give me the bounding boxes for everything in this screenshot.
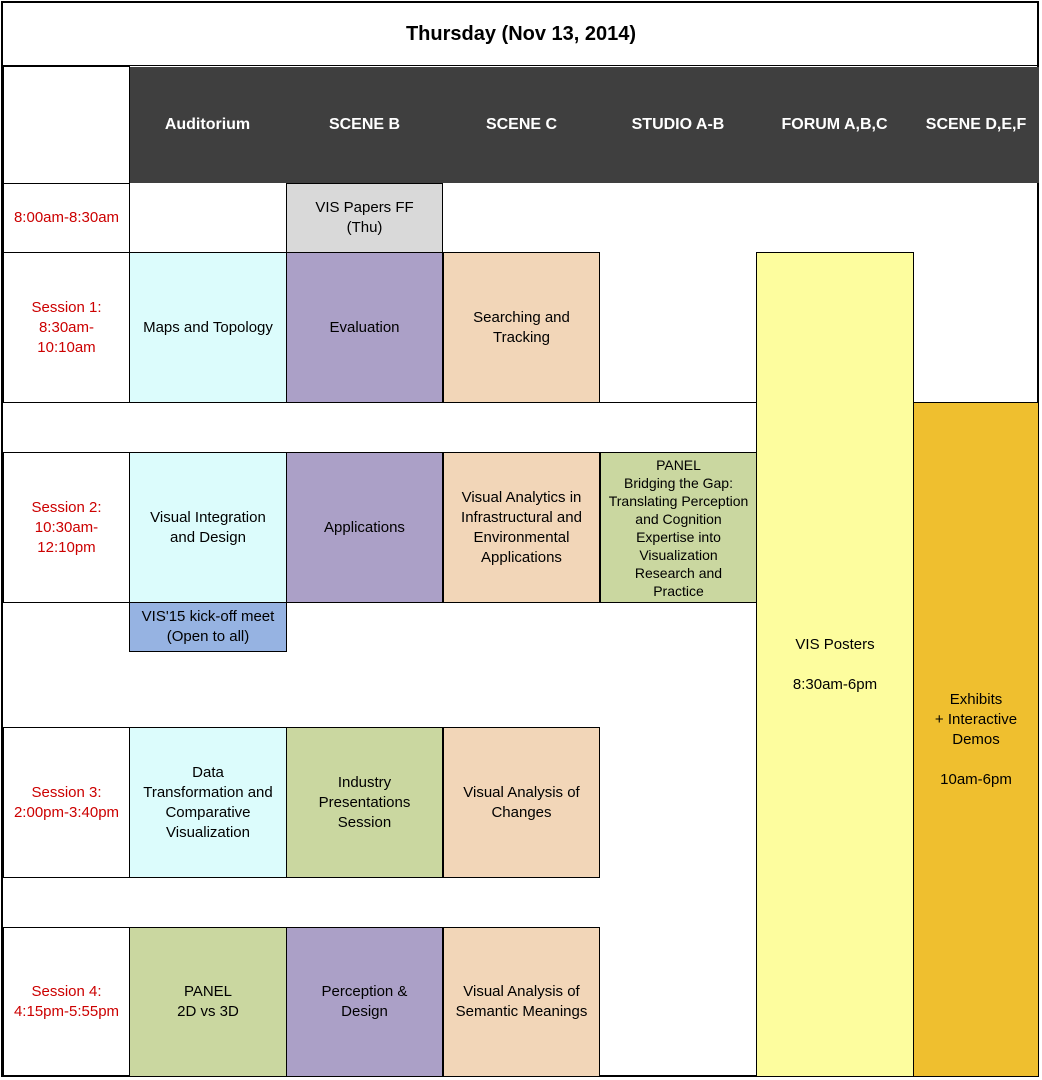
session-searching-tracking[interactable]: Searching and Tracking xyxy=(443,252,600,403)
session-vis15-kickoff[interactable]: VIS'15 kick-off meet (Open to all) xyxy=(129,602,287,652)
room-header-studio-ab: STUDIO A-B xyxy=(631,116,725,133)
session-applications[interactable]: Applications xyxy=(286,452,443,603)
session-visual-analysis-semantic[interactable]: Visual Analysis of Semantic Meanings xyxy=(443,927,600,1077)
room-header-auditorium: Auditorium xyxy=(164,116,251,133)
time-session-1: Session 1: 8:30am- 10:10am xyxy=(3,252,130,403)
session-vis-posters[interactable]: VIS Posters 8:30am-6pm xyxy=(756,252,914,1077)
room-header-scene-def: SCENE D,E,F xyxy=(925,116,1027,133)
corner-cell xyxy=(3,66,130,184)
session-visual-integration[interactable]: Visual Integration and Design xyxy=(129,452,287,603)
session-visual-analytics-infrastructure[interactable]: Visual Analytics in Infrastructural and Environmental Applications xyxy=(443,452,600,603)
session-perception-design[interactable]: Perception & Design xyxy=(286,927,443,1077)
session-evaluation[interactable]: Evaluation xyxy=(286,252,443,403)
session-exhibits-demos[interactable]: Exhibits + Interactive Demos 10am-6pm xyxy=(913,402,1039,1077)
time-session-3: Session 3: 2:00pm-3:40pm xyxy=(3,727,130,878)
session-maps-topology[interactable]: Maps and Topology xyxy=(129,252,287,403)
room-header-scene-b: SCENE B xyxy=(328,116,401,133)
session-visual-analysis-changes[interactable]: Visual Analysis of Changes xyxy=(443,727,600,878)
room-header-forum-abc: FORUM A,B,C xyxy=(781,116,888,133)
page-title: Thursday (Nov 13, 2014) xyxy=(3,3,1039,66)
session-panel-bridging-gap[interactable]: PANEL Bridging the Gap: Translating Perception and Cognition Expertise into Visualization Research and Practice xyxy=(600,452,757,603)
session-panel-2d-vs-3d[interactable]: PANEL 2D vs 3D xyxy=(129,927,287,1077)
session-industry-presentations[interactable]: Industry Presentations Session xyxy=(286,727,443,878)
room-header-scene-c: SCENE C xyxy=(485,116,558,133)
time-session-2: Session 2: 10:30am- 12:10pm xyxy=(3,452,130,603)
session-vis-papers-ff[interactable]: VIS Papers FF (Thu) xyxy=(286,183,443,253)
time-early: 8:00am-8:30am xyxy=(3,183,130,253)
time-session-4: Session 4: 4:15pm-5:55pm xyxy=(3,927,130,1077)
session-data-transformation[interactable]: Data Transformation and Comparative Visualization xyxy=(129,727,287,878)
